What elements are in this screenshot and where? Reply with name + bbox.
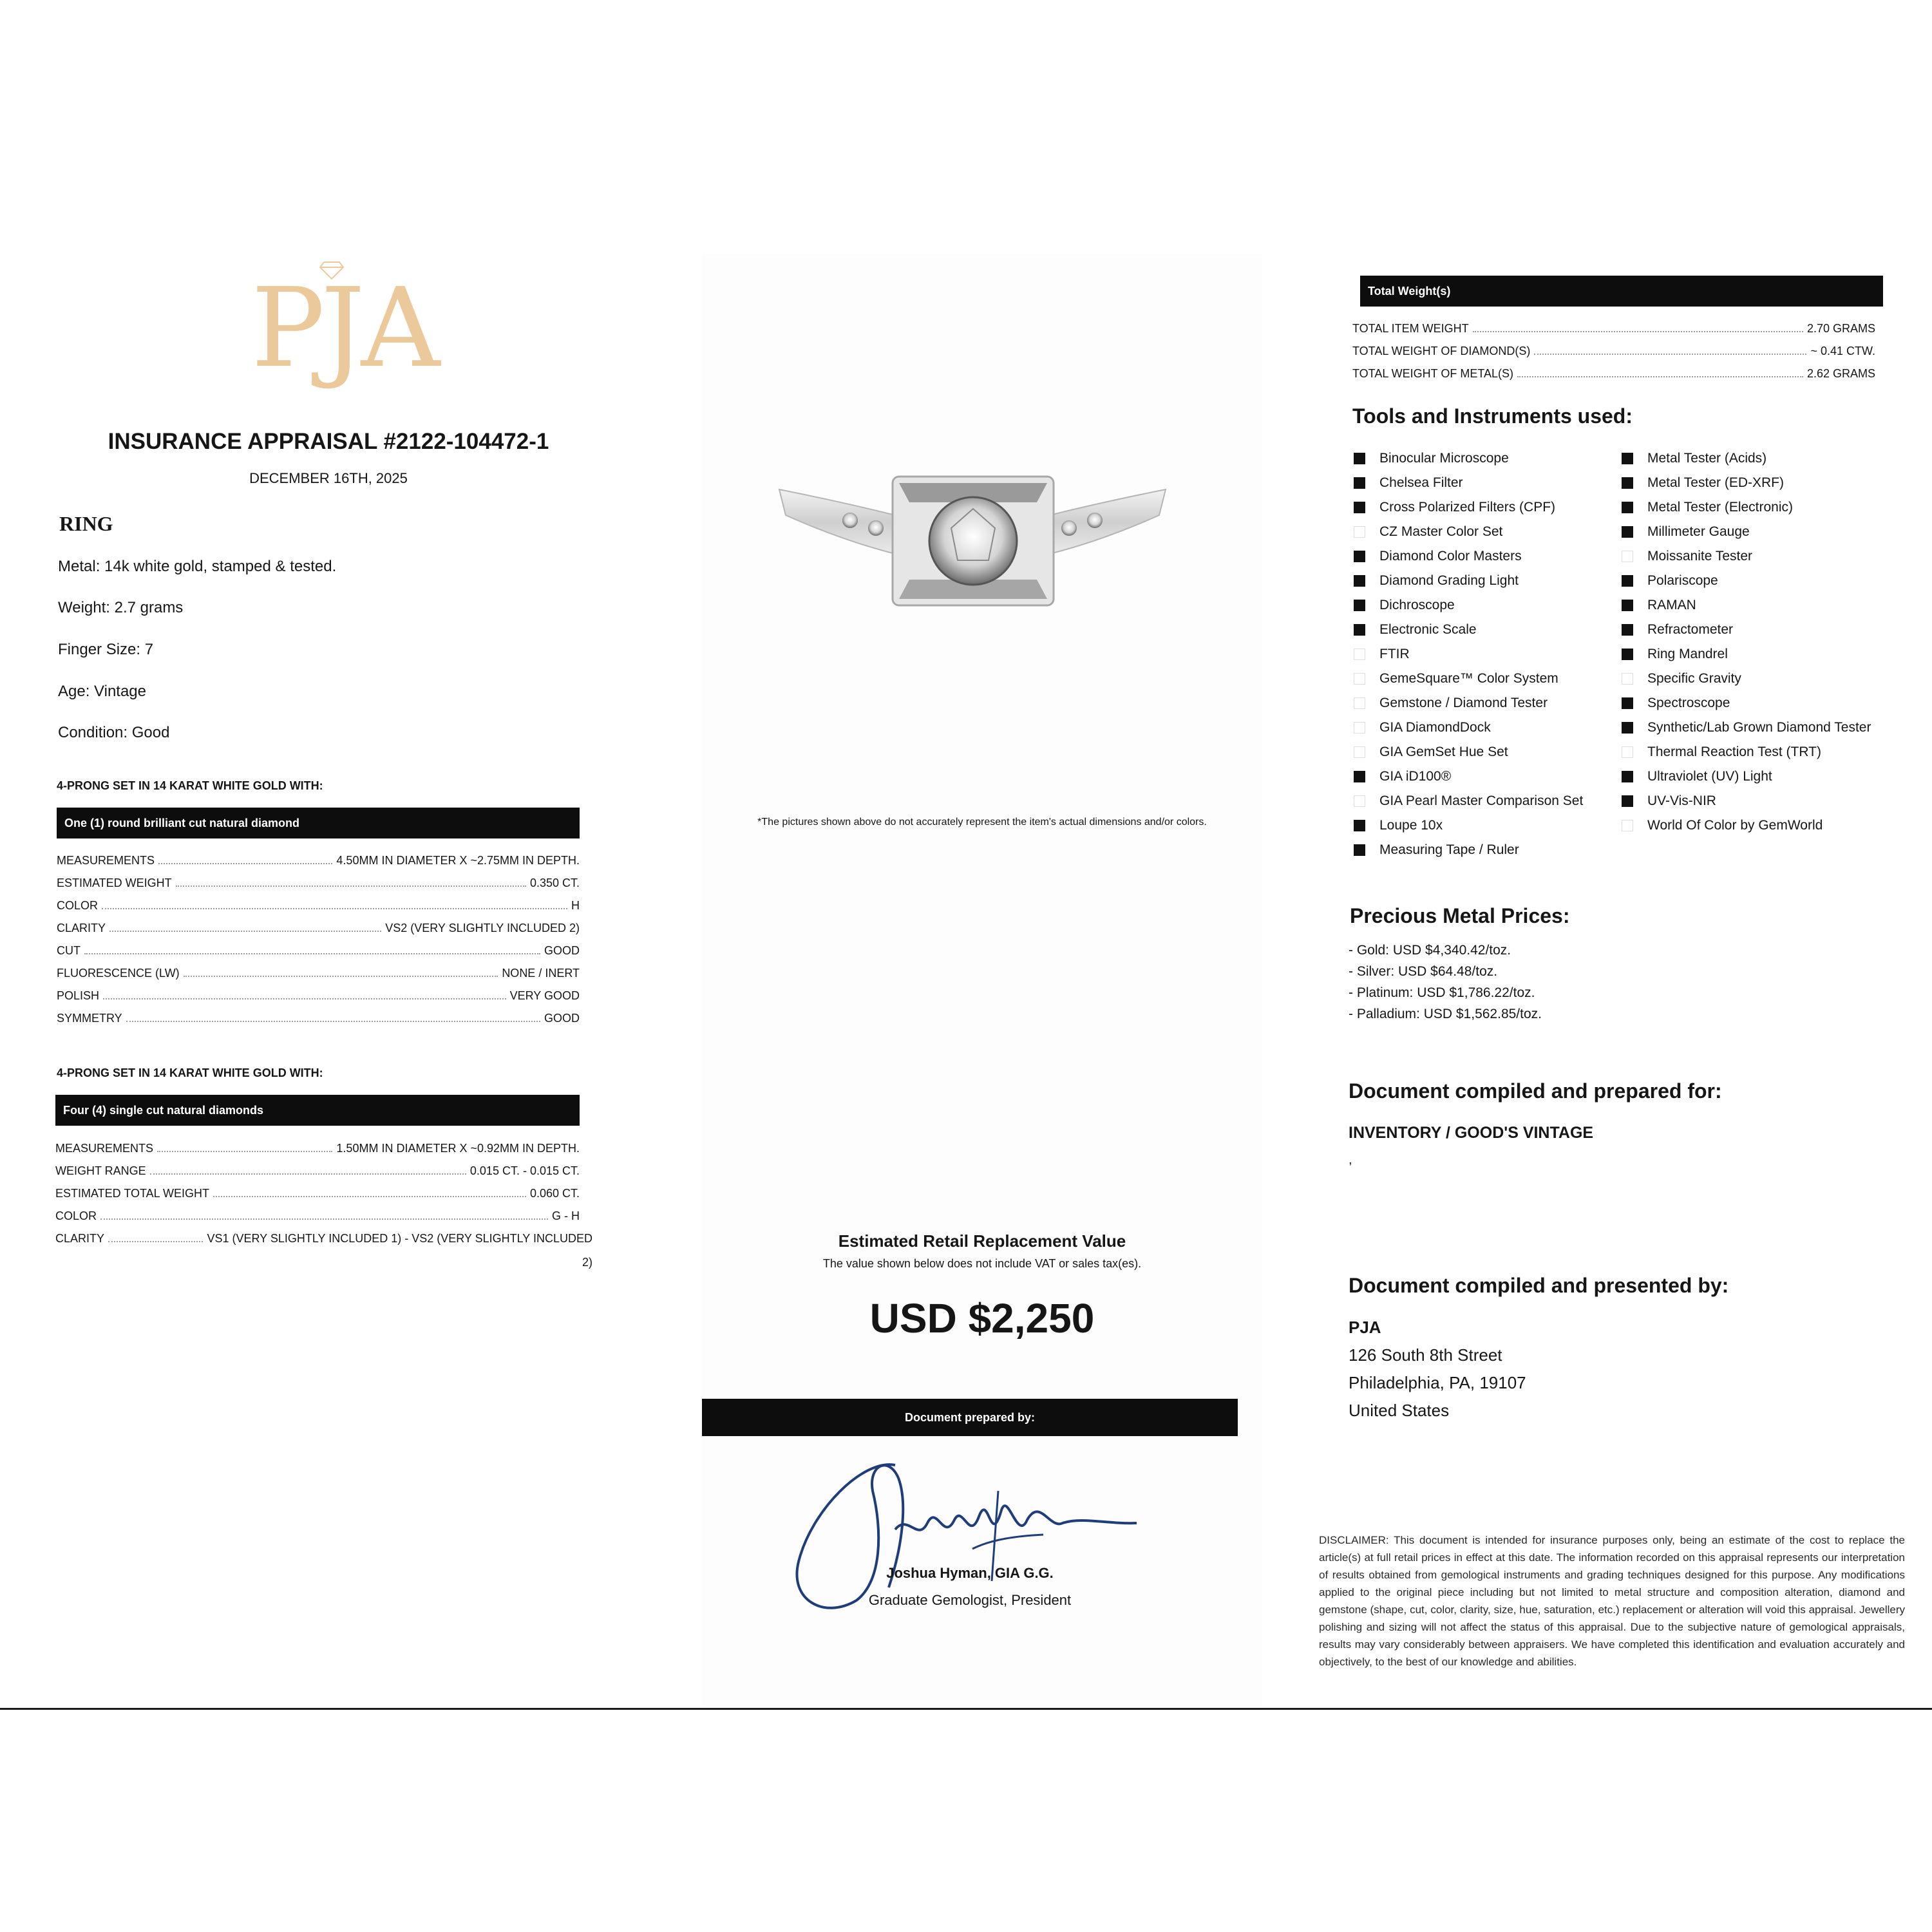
spec-label: MEASUREMENTS <box>55 1142 154 1155</box>
weight-value: 2.62 GRAMS <box>1806 367 1875 380</box>
spec-label: CUT <box>57 944 80 957</box>
fact-finger-size: Finger Size: 7 <box>58 641 154 658</box>
tool-label: CZ Master Color Set <box>1379 524 1503 539</box>
checked-box-icon <box>1622 624 1633 636</box>
spec-label: CLARITY <box>55 1232 105 1245</box>
right-page <box>1301 254 1919 1707</box>
checked-box-icon <box>1354 502 1365 513</box>
tool-item <box>1354 744 1508 760</box>
tool-label: Ring Mandrel <box>1647 647 1728 661</box>
spec-row <box>57 967 580 980</box>
photo-disclaimer: *The pictures shown above do not accurately represent the item's actual dimensions and/or colors. <box>757 817 1207 828</box>
checked-box-icon <box>1354 624 1365 636</box>
fact-metal: Metal: 14k white gold, stamped & tested. <box>58 558 337 575</box>
spec-row <box>55 1164 580 1178</box>
tool-item <box>1354 451 1509 466</box>
spec-label: ESTIMATED TOTAL WEIGHT <box>55 1187 210 1200</box>
checked-box-icon <box>1622 649 1633 660</box>
tool-item <box>1622 549 1752 564</box>
weight-row <box>1352 322 1875 336</box>
tool-item <box>1622 769 1772 784</box>
unchecked-box-icon <box>1354 746 1365 758</box>
unchecked-box-icon <box>1622 746 1633 758</box>
tool-label: GIA iD100® <box>1379 769 1452 784</box>
checked-box-icon <box>1622 771 1633 782</box>
tool-item <box>1622 622 1733 638</box>
tools-title: Tools and Instruments used: <box>1352 404 1633 428</box>
tool-label: Cross Polarized Filters (CPF) <box>1379 500 1556 515</box>
tool-item <box>1354 769 1451 784</box>
tool-item <box>1622 744 1821 760</box>
company-logo: PJA <box>251 265 437 392</box>
spec-value: GOOD <box>544 944 580 957</box>
tool-label: Diamond Grading Light <box>1379 573 1519 588</box>
tool-label: FTIR <box>1379 647 1410 661</box>
stone-group-header: Four (4) single cut natural diamonds <box>55 1095 580 1126</box>
spec-label: CLARITY <box>57 922 106 934</box>
unchecked-box-icon <box>1354 722 1365 734</box>
tool-item <box>1622 451 1766 466</box>
checked-box-icon <box>1622 795 1633 807</box>
spec-label: ESTIMATED WEIGHT <box>57 876 172 889</box>
checked-box-icon <box>1354 575 1365 587</box>
tool-label: Synthetic/Lab Grown Diamond Tester <box>1647 720 1871 735</box>
tool-item <box>1622 573 1718 589</box>
spec-value-wrap: 2) <box>582 1256 592 1269</box>
tool-label: Electronic Scale <box>1379 622 1477 637</box>
unchecked-box-icon <box>1354 526 1365 538</box>
appraisal-date: DECEMBER 16TH, 2025 <box>249 470 408 486</box>
presenter-country: United States <box>1349 1401 1450 1420</box>
tool-item <box>1354 818 1443 833</box>
spec-value: 0.015 CT. - 0.015 CT. <box>469 1164 580 1177</box>
tool-item <box>1354 598 1455 613</box>
weight-row <box>1352 345 1875 358</box>
appraisal-title: INSURANCE APPRAISAL #2122-104472-1 <box>108 429 549 454</box>
tool-item <box>1354 622 1477 638</box>
tool-label: Gemstone / Diamond Tester <box>1379 696 1548 710</box>
checked-box-icon <box>1354 477 1365 489</box>
checked-box-icon <box>1354 600 1365 611</box>
tool-item <box>1354 524 1502 540</box>
compiled-for-title: Document compiled and prepared for: <box>1349 1079 1722 1103</box>
tool-label: Moissanite Tester <box>1647 549 1753 564</box>
item-type: RING <box>59 512 113 535</box>
tool-label: Binocular Microscope <box>1379 451 1509 466</box>
spec-row <box>57 876 580 890</box>
spec-value: VS1 (VERY SLIGHTLY INCLUDED 1) - VS2 (VERY SLIGHTLY INCLUDED <box>207 1232 592 1245</box>
tool-item <box>1622 793 1716 809</box>
tool-item <box>1354 647 1410 662</box>
spec-row <box>57 899 580 913</box>
tool-label: Polariscope <box>1647 573 1718 588</box>
tool-label: Specific Gravity <box>1647 671 1741 686</box>
unchecked-box-icon <box>1354 673 1365 685</box>
client-name: INVENTORY / GOOD'S VINTAGE <box>1349 1124 1594 1142</box>
tool-label: UV-Vis-NIR <box>1647 793 1716 808</box>
tool-label: GIA DiamondDock <box>1379 720 1491 735</box>
tool-item <box>1622 818 1823 833</box>
tool-label: GIA Pearl Master Comparison Set <box>1379 793 1584 808</box>
tool-label: Spectroscope <box>1647 696 1730 710</box>
spec-row <box>57 854 580 867</box>
tool-label: Chelsea Filter <box>1379 475 1463 490</box>
metal-prices-title: Precious Metal Prices: <box>1350 904 1570 927</box>
unchecked-box-icon <box>1622 551 1633 562</box>
disclaimer-text: DISCLAIMER: This document is intended for insurance purposes only, being an estimate of the cost to replace the article(s) at full retail prices in effect at this date. The information recorded on this appraisal represents our interpretation of results obtained from gemological instruments and grading techniques designed for this purpose. Any modifications applied to the original piece including but not limited to metal structure and composition alteration, diamond and gemstone (shape, cut, color, clarity, size, hue, saturation, etc.) replacement or alteration will void this appraisal. Jewellery polishing and sizing will not affect the status of this appraisal. Due to the subjective nature of gemological appraisals, results may vary considerably between appraisers. We have completed this identification and evaluation accurately and objectively, to the best of our knowledge and abilities. <box>1319 1534 1905 1668</box>
spec-value: VERY GOOD <box>509 989 580 1002</box>
preparer-name: Joshua Hyman, GIA G.G. <box>886 1565 1054 1581</box>
total-weights-header: Total Weight(s) <box>1360 276 1883 307</box>
presenter-company: PJA <box>1349 1318 1381 1337</box>
metal-price-gold: - Gold: USD $4,340.42/toz. <box>1349 943 1511 958</box>
spec-row <box>57 989 580 1003</box>
checked-box-icon <box>1354 551 1365 562</box>
retail-value-subtitle: The value shown below does not include VAT or sales tax(es). <box>822 1257 1142 1270</box>
spec-label: COLOR <box>57 899 99 912</box>
spec-row <box>57 922 580 935</box>
prepared-by-header: Document prepared by: <box>702 1399 1238 1436</box>
tool-label: Thermal Reaction Test (TRT) <box>1647 744 1821 759</box>
spec-value: G - H <box>552 1209 580 1222</box>
retail-value-title: Estimated Retail Replacement Value <box>838 1231 1126 1251</box>
tool-label: Diamond Color Masters <box>1379 549 1522 564</box>
checked-box-icon <box>1354 453 1365 464</box>
ring-photo <box>766 464 1179 625</box>
tool-item <box>1354 549 1522 564</box>
checked-box-icon <box>1622 502 1633 513</box>
tool-label: Millimeter Gauge <box>1647 524 1750 539</box>
tool-item <box>1622 500 1793 515</box>
tool-item <box>1622 475 1784 491</box>
weight-label: TOTAL WEIGHT OF METAL(S) <box>1352 367 1514 380</box>
tool-label: Refractometer <box>1647 622 1734 637</box>
spec-row <box>55 1142 580 1155</box>
spec-row <box>55 1209 580 1223</box>
tool-label: Metal Tester (Electronic) <box>1647 500 1794 515</box>
spec-label: FLUORESCENCE (LW) <box>57 967 180 980</box>
tool-item <box>1354 793 1583 809</box>
weight-row <box>1352 367 1875 381</box>
spec-row <box>57 944 580 958</box>
weight-value: 2.70 GRAMS <box>1806 322 1875 335</box>
checked-box-icon <box>1354 844 1365 856</box>
tool-label: GIA GemSet Hue Set <box>1379 744 1508 759</box>
spec-label: SYMMETRY <box>57 1012 122 1025</box>
retail-value-amount: USD $2,250 <box>869 1295 1095 1341</box>
metal-price-silver: - Silver: USD $64.48/toz. <box>1349 964 1498 979</box>
tool-item <box>1622 647 1728 662</box>
weight-label: TOTAL ITEM WEIGHT <box>1352 322 1469 335</box>
fact-age: Age: Vintage <box>58 683 147 700</box>
checked-box-icon <box>1622 453 1633 464</box>
client-extra: , <box>1349 1153 1352 1167</box>
spec-value: 1.50MM IN DIAMETER X ~0.92MM IN DEPTH. <box>336 1142 580 1155</box>
unchecked-box-icon <box>1354 795 1365 807</box>
tool-label: World Of Color by GemWorld <box>1647 818 1823 833</box>
checked-box-icon <box>1354 820 1365 831</box>
weight-value: ~ 0.41 CTW. <box>1810 345 1875 357</box>
tool-item <box>1354 573 1519 589</box>
unchecked-box-icon <box>1354 697 1365 709</box>
spec-label: WEIGHT RANGE <box>55 1164 146 1177</box>
tool-item <box>1622 671 1741 687</box>
spec-value: GOOD <box>544 1012 580 1025</box>
spec-label: POLISH <box>57 989 100 1002</box>
spec-value: H <box>571 899 580 912</box>
tool-item <box>1354 720 1491 735</box>
tool-item <box>1354 500 1555 515</box>
tool-item <box>1354 475 1463 491</box>
unchecked-box-icon <box>1354 649 1365 660</box>
tool-label: Dichroscope <box>1379 598 1455 612</box>
tool-label: Ultraviolet (UV) Light <box>1647 769 1772 784</box>
tool-item <box>1354 671 1558 687</box>
checked-box-icon <box>1622 600 1633 611</box>
metal-price-palladium: - Palladium: USD $1,562.85/toz. <box>1349 1007 1542 1021</box>
spec-value: 4.50MM IN DIAMETER X ~2.75MM IN DEPTH. <box>336 854 580 867</box>
fact-condition: Condition: Good <box>58 724 170 741</box>
checked-box-icon <box>1622 477 1633 489</box>
tool-item <box>1354 696 1548 711</box>
tool-label: Measuring Tape / Ruler <box>1379 842 1519 857</box>
stone-group-header: One (1) round brilliant cut natural diamond <box>57 808 580 838</box>
unchecked-box-icon <box>1622 820 1633 831</box>
tool-label: Loupe 10x <box>1379 818 1443 833</box>
checked-box-icon <box>1622 697 1633 709</box>
spec-row <box>55 1232 592 1245</box>
presented-by-title: Document compiled and presented by: <box>1349 1274 1729 1297</box>
checked-box-icon <box>1622 526 1633 538</box>
tool-label: Metal Tester (Acids) <box>1647 451 1767 466</box>
spec-value: 0.350 CT. <box>529 876 580 889</box>
tool-item <box>1354 842 1519 858</box>
spec-value: NONE / INERT <box>502 967 580 980</box>
checked-box-icon <box>1622 722 1633 734</box>
tool-item <box>1622 524 1750 540</box>
spec-value: 0.060 CT. <box>529 1187 580 1200</box>
tool-item <box>1622 696 1730 711</box>
spec-label: COLOR <box>55 1209 97 1222</box>
unchecked-box-icon <box>1622 673 1633 685</box>
weight-label: TOTAL WEIGHT OF DIAMOND(S) <box>1352 345 1531 357</box>
checked-box-icon <box>1354 771 1365 782</box>
tool-label: Metal Tester (ED-XRF) <box>1647 475 1784 490</box>
preparer-role: Graduate Gemologist, President <box>868 1592 1072 1608</box>
tool-item <box>1622 598 1696 613</box>
tool-item <box>1622 720 1871 735</box>
checked-box-icon <box>1622 575 1633 587</box>
tool-label: RAMAN <box>1647 598 1696 612</box>
spec-label: MEASUREMENTS <box>57 854 155 867</box>
spec-row <box>57 1012 580 1025</box>
setting-label: 4-PRONG SET IN 14 KARAT WHITE GOLD WITH: <box>57 1066 323 1079</box>
bottom-divider <box>0 1708 1932 1710</box>
tool-label: GemeSquare™ Color System <box>1379 671 1558 686</box>
presenter-street: 126 South 8th Street <box>1349 1345 1502 1365</box>
spec-value: VS2 (VERY SLIGHTLY INCLUDED 2) <box>385 922 580 934</box>
presenter-city: Philadelphia, PA, 19107 <box>1349 1373 1526 1392</box>
setting-label: 4-PRONG SET IN 14 KARAT WHITE GOLD WITH: <box>57 779 323 792</box>
spec-row <box>55 1187 580 1200</box>
fact-weight: Weight: 2.7 grams <box>58 599 184 616</box>
metal-price-platinum: - Platinum: USD $1,786.22/toz. <box>1349 985 1535 1000</box>
